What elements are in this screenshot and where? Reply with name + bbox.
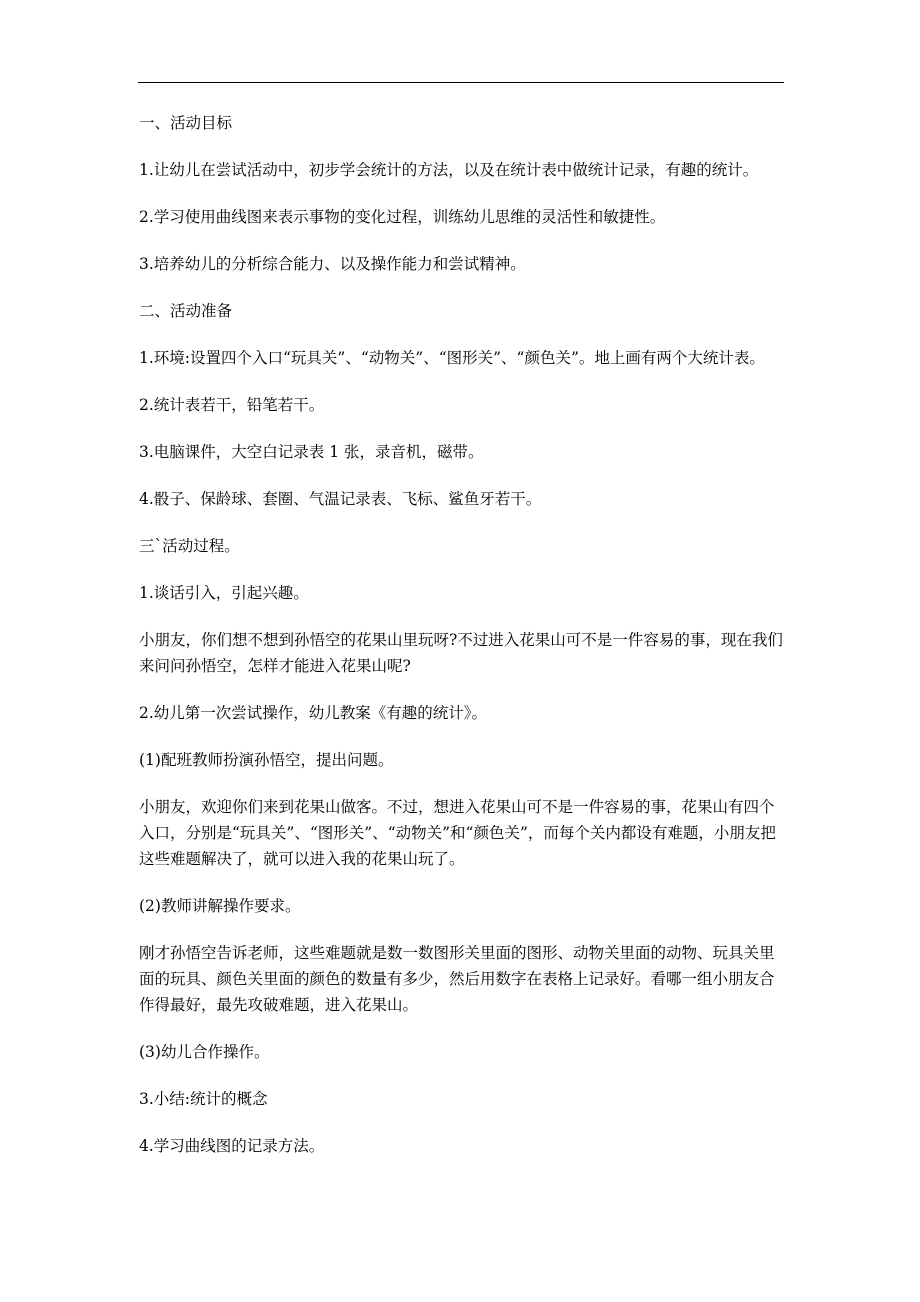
process-substep-3: (3)幼儿合作操作。 xyxy=(139,1043,270,1061)
process-step-1: 1.谈话引入，引起兴趣。 xyxy=(139,584,309,602)
section-heading-preparation: 二、活动准备 xyxy=(139,302,233,320)
header-rule xyxy=(138,82,784,83)
process-step-2: 2.幼儿第一次尝试操作，幼儿教案《有趣的统计》。 xyxy=(139,704,488,722)
preparation-item-3: 3.电脑课件，大空白记录表 1 张，录音机，磁带。 xyxy=(139,443,484,461)
process-step-4: 4.学习曲线图的记录方法。 xyxy=(139,1137,325,1155)
process-text-2: 小朋友，欢迎你们来到花果山做客。不过，想进入花果山可不是一件容易的事，花果山有四个入口，分别是“玩具关”、“图形关”、“动物关”和“颜色关”，而每个关内都设有难题，小朋友把这些难题解决了，就可以进入我的花果山玩了。 xyxy=(139,798,776,868)
section-heading-goals: 一、活动目标 xyxy=(139,114,233,132)
goal-item-3: 3.培养幼儿的分析综合能力、以及操作能力和尝试精神。 xyxy=(139,255,526,273)
section-heading-process: 三`活动过程。 xyxy=(139,537,240,555)
goal-item-2: 2.学习使用曲线图来表示事物的变化过程，训练幼儿思维的灵活性和敏捷性。 xyxy=(139,208,666,226)
preparation-item-2: 2.统计表若干，铅笔若干。 xyxy=(139,396,325,414)
process-text-1: 小朋友，你们想不想到孙悟空的花果山里玩呀?不过进入花果山可不是一件容易的事，现在我们来问问孙悟空，怎样才能进入花果山呢? xyxy=(139,631,783,675)
preparation-item-4: 4.骰子、保龄球、套圈、气温记录表、飞标、鲨鱼牙若干。 xyxy=(139,490,542,508)
process-substep-1: (1)配班教师扮演孙悟空，提出问题。 xyxy=(139,751,394,769)
preparation-item-1: 1.环境:设置四个入口“玩具关”、“动物关”、“图形关”、“颜色关”。地上画有两个大统计表。 xyxy=(139,349,765,367)
process-text-3: 刚才孙悟空告诉老师，这些难题就是数一数图形关里面的图形、动物关里面的动物、玩具关里面的玩具、颜色关里面的颜色的数量有多少，然后用数字在表格上记录好。看哪一组小朋友合作得最好，最先攻破难题，进入花果山。 xyxy=(139,944,775,1014)
process-substep-2: (2)教师讲解操作要求。 xyxy=(139,897,301,915)
process-step-3: 3.小结:统计的概念 xyxy=(139,1090,268,1108)
document-body xyxy=(139,110,789,1180)
goal-item-1: 1.让幼儿在尝试活动中，初步学会统计的方法，以及在统计表中做统计记录，有趣的统计。 xyxy=(139,161,759,179)
